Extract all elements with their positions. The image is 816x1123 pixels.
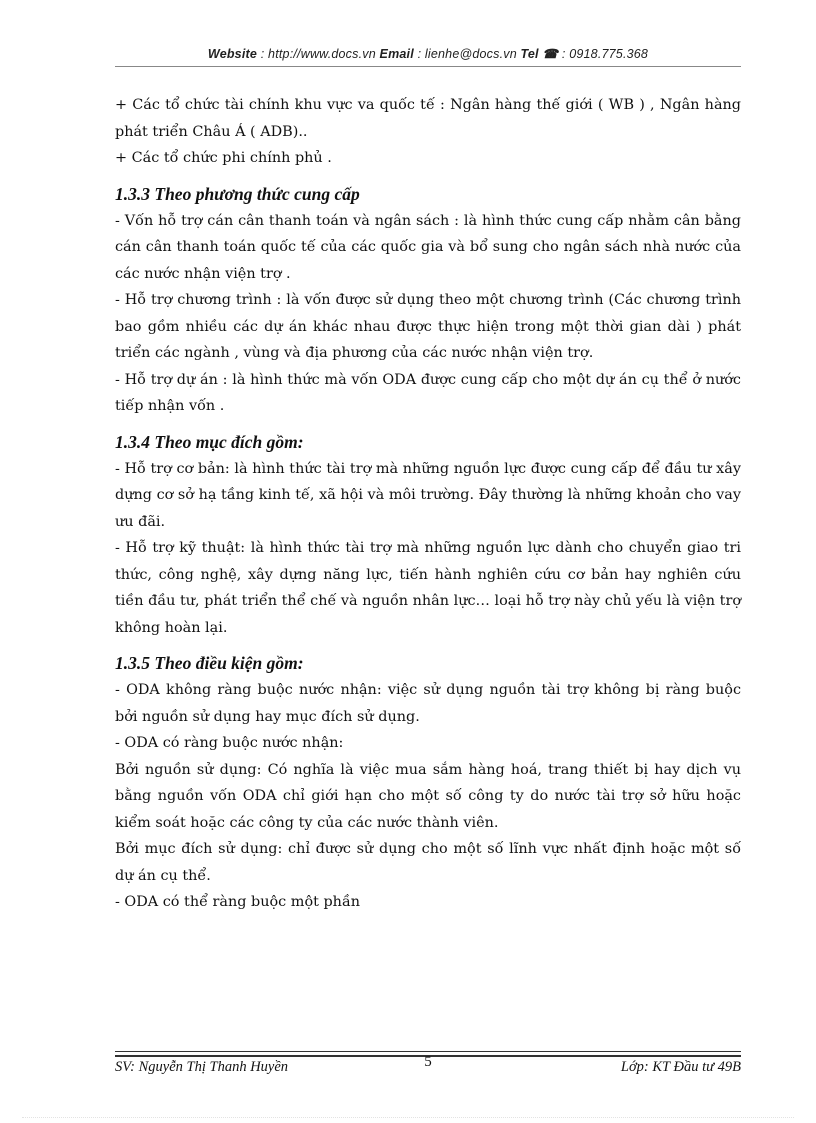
tel-label: Tel [520, 47, 543, 61]
page-number: 5 [424, 1054, 432, 1070]
page-edge-dots [22, 1117, 794, 1118]
paragraph: - Hỗ trợ kỹ thuật: là hình thức tài trợ mà những nguồn lực dành cho chuyển giao tri thức, công nghệ, xây dựng năng lực, tiến hành nghiên cứu cơ bản hay nghiên cứu tiền đầu tư, phát triển thể chế và nguồn nhân lực… loại hỗ trợ này chủ yếu là viện trợ không hoàn lại. [115, 540, 741, 636]
phone-icon: ☎ [542, 47, 559, 61]
website-label: Website [207, 47, 258, 61]
page-footer [115, 1054, 741, 1081]
paragraph: - Hỗ trợ cơ bản: là hình thức tài trợ mà những nguồn lực được cung cấp để đầu tư xây dựng cơ sở hạ tầng kinh tế, xã hội và môi trường. Đây thường là những khoản cho vay ưu đãi. [115, 460, 741, 530]
student-name: SV: Nguyễn Thị Thanh Huyền [115, 1059, 289, 1075]
phone-number: : 0918.775.368 [558, 47, 649, 61]
paragraph: Bởi nguồn sử dụng: Có nghĩa là việc mua sắm hàng hoá, trang thiết bị hay dịch vụ bằng nguồn vốn ODA chỉ giới hạn cho một số công ty do nước tài trợ sở hữu hoặc kiểm soát hoặc các công ty của các nước thành viên. [115, 761, 741, 831]
paragraph: + Các tổ chức tài chính khu vực va quốc tế : Ngân hàng thế giới ( WB ) , Ngân hàng phát triển Châu Á ( ADB).. [115, 97, 741, 140]
email-address[interactable]: : lienhe@docs.vn [413, 47, 521, 61]
paragraph: - ODA có ràng buộc nước nhận: [115, 735, 344, 751]
paragraph: - Hỗ trợ chương trình : là vốn được sử dụng theo một chương trình (Các chương trình bao gồm nhiều các dự án khác nhau được thực hiện trong một thời gian dài ) phát triển các ngành , vùng và địa phương của các nước nhận viện trợ. [115, 292, 741, 361]
section-heading-1-3-3: 1.3.3 Theo phương thức cung cấp [115, 183, 360, 204]
section-heading-1-3-4: 1.3.4 Theo mục đích gồm: [115, 431, 304, 452]
page-content [115, 92, 741, 916]
section-heading-1-3-5: 1.3.5 Theo điều kiện gồm: [115, 653, 304, 673]
paragraph: Bởi mục đích sử dụng: chỉ được sử dụng cho một số lĩnh vực nhất định hoặc một số dự án cụ thể. [115, 841, 741, 884]
website-url[interactable]: : http://www.docs.vn [257, 47, 380, 61]
paragraph: - ODA có thể ràng buộc một phần [115, 894, 361, 910]
class-name: Lớp: KT Đầu tư 49B [620, 1059, 741, 1075]
page-header [115, 46, 741, 61]
footer-divider [115, 1051, 741, 1052]
paragraph: - Hỗ trợ dự án : là hình thức mà vốn ODA được cung cấp cho một dự án cụ thể ở nước tiếp nhận vốn . [115, 371, 741, 414]
paragraph: - ODA không ràng buộc nước nhận: việc sử dụng nguồn tài trợ không bị ràng buộc bởi nguồn sử dụng hay mục đích sử dụng. [115, 682, 741, 725]
paragraph: + Các tổ chức phi chính phủ . [115, 150, 332, 166]
header-divider [115, 66, 741, 67]
email-label: Email [379, 47, 414, 61]
paragraph: - Vốn hỗ trợ cán cân thanh toán và ngân sách : là hình thức cung cấp nhằm cân bằng cán cân thanh toán quốc tế của các quốc gia và bổ sung cho ngân sách nhà nước của các nước nhận viện trợ . [115, 212, 741, 282]
